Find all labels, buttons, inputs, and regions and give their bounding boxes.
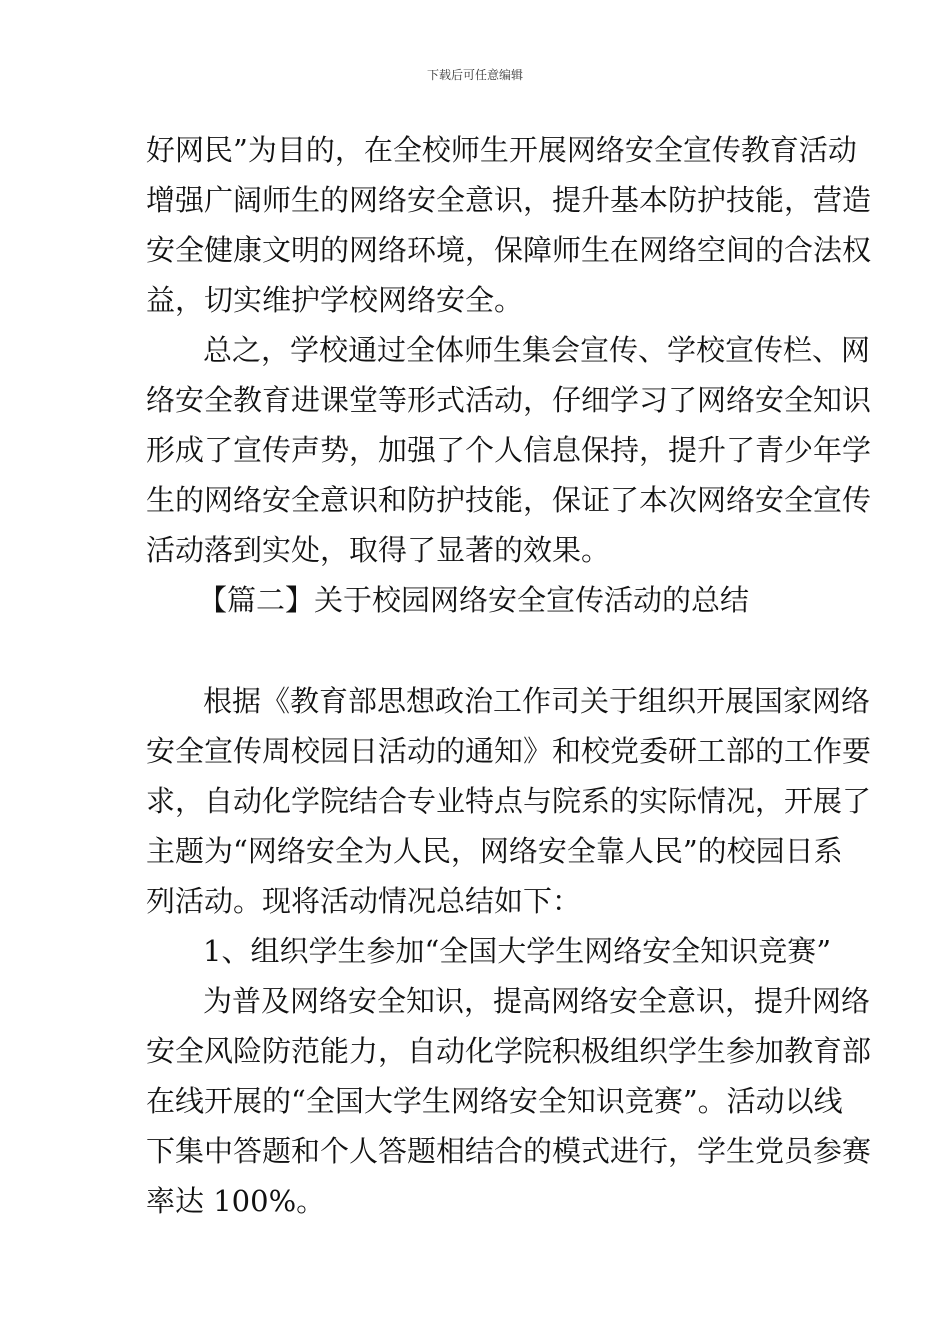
paragraph-line: 求，自动化学院结合专业特点与院系的实际情况，开展了 [146, 784, 872, 818]
paragraph-line: 生的网络安全意识和防护技能，保证了本次网络安全宣传 [146, 483, 872, 517]
paragraph-line: 络安全教育进课堂等形式活动，仔细学习了网络安全知识 [146, 383, 872, 417]
paragraph-line: 列活动。现将活动情况总结如下： [146, 884, 582, 918]
paragraph-line: 安全健康文明的网络环境，保障师生在网络空间的合法权 [146, 233, 872, 267]
page-header: 下载后可任意编辑 [426, 68, 523, 82]
paragraph-line: 主题为“网络安全为人民，网络安全靠人民”的校园日系 [146, 834, 843, 868]
paragraph-line: 根据《教育部思想政治工作司关于组织开展国家网络 [203, 684, 871, 718]
paragraph-line: 活动落到实处，取得了显著的效果。 [146, 533, 611, 567]
paragraph-line: 安全宣传周校园日活动的通知》和校党委研工部的工作要 [146, 734, 872, 768]
paragraph-line: 好网民”为目的，在全校师生开展网络安全宣传教育活动 [146, 133, 857, 167]
paragraph-line: 安全风险防范能力，自动化学院积极组织学生参加教育部 [146, 1034, 872, 1068]
section-heading: 【篇二】关于校园网络安全宣传活动的总结 [198, 583, 750, 617]
paragraph-line: 形成了宣传声势，加强了个人信息保持，提升了青少年学 [146, 433, 872, 467]
paragraph-line: 率达 100%。 [146, 1184, 326, 1218]
paragraph-line: 益，切实维护学校网络安全。 [146, 283, 524, 317]
paragraph-line: 下集中答题和个人答题相结合的模式进行，学生党员参赛 [146, 1134, 872, 1168]
numbered-subheading: 1、组织学生参加“全国大学生网络安全知识竞赛” [203, 934, 832, 968]
paragraph-line: 总之，学校通过全体师生集会宣传、学校宣传栏、网 [203, 333, 871, 367]
paragraph-line: 在线开展的“全国大学生网络安全知识竞赛”。活动以线 [146, 1084, 843, 1118]
paragraph-line: 为普及网络安全知识，提高网络安全意识，提升网络 [203, 984, 871, 1018]
paragraph-line: 增强广阔师生的网络安全意识，提升基本防护技能，营造 [146, 183, 872, 217]
